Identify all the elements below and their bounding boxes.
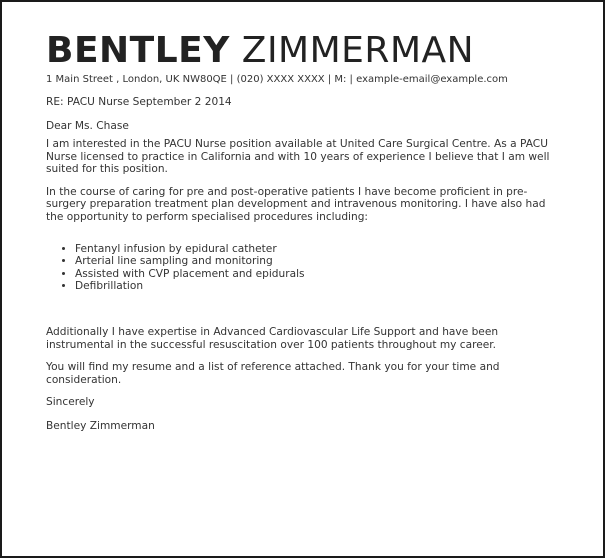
- paragraph-expertise: Additionally I have expertise in Advanced Cardiovascular Life Support and have been instrumental in the successful resuscitation over 100 patients throughout my career.: [46, 326, 499, 351]
- paragraph-closing: You will find my resume and a list of reference attached. Thank you for your time and consideration.: [46, 361, 500, 386]
- closing: Sincerely: [46, 396, 95, 409]
- sender-last-name: ZIMMERMAN: [241, 30, 475, 71]
- sender-first-name: BENTLEY: [46, 30, 230, 71]
- list-item: • Assisted with CVP placement and epidurals: [75, 268, 566, 280]
- letter-body: [46, 96, 566, 442]
- list-item: • Defibrillation: [75, 280, 566, 292]
- contact-line: 1 Main Street , London, UK NW80QE | (020) XXXX XXXX | M: | example-email@example.com: [46, 74, 508, 85]
- procedures-list: [46, 243, 566, 292]
- list-item: • Fentanyl infusion by epidural catheter: [75, 243, 566, 255]
- salutation: Dear Ms. Chase: [46, 119, 129, 132]
- list-item: • Arterial line sampling and monitoring: [75, 255, 566, 267]
- subject-line: RE: PACU Nurse September 2 2014: [46, 96, 232, 108]
- paragraph-intro: I am interested in the PACU Nurse position available at United Care Surgical Centre. As a PACU Nurse licensed to practice in California and with 10 years of experience I believe that I am well suited for this position.: [46, 138, 550, 175]
- signature: Bentley Zimmerman: [46, 419, 155, 432]
- sender-name: [46, 30, 474, 72]
- paragraph-experience: In the course of caring for pre and post-operative patients I have become proficient in pre-surgery preparation treatment plan development and intravenous monitoring. I have also had the opportunity to perform specialised procedures including:: [46, 185, 546, 223]
